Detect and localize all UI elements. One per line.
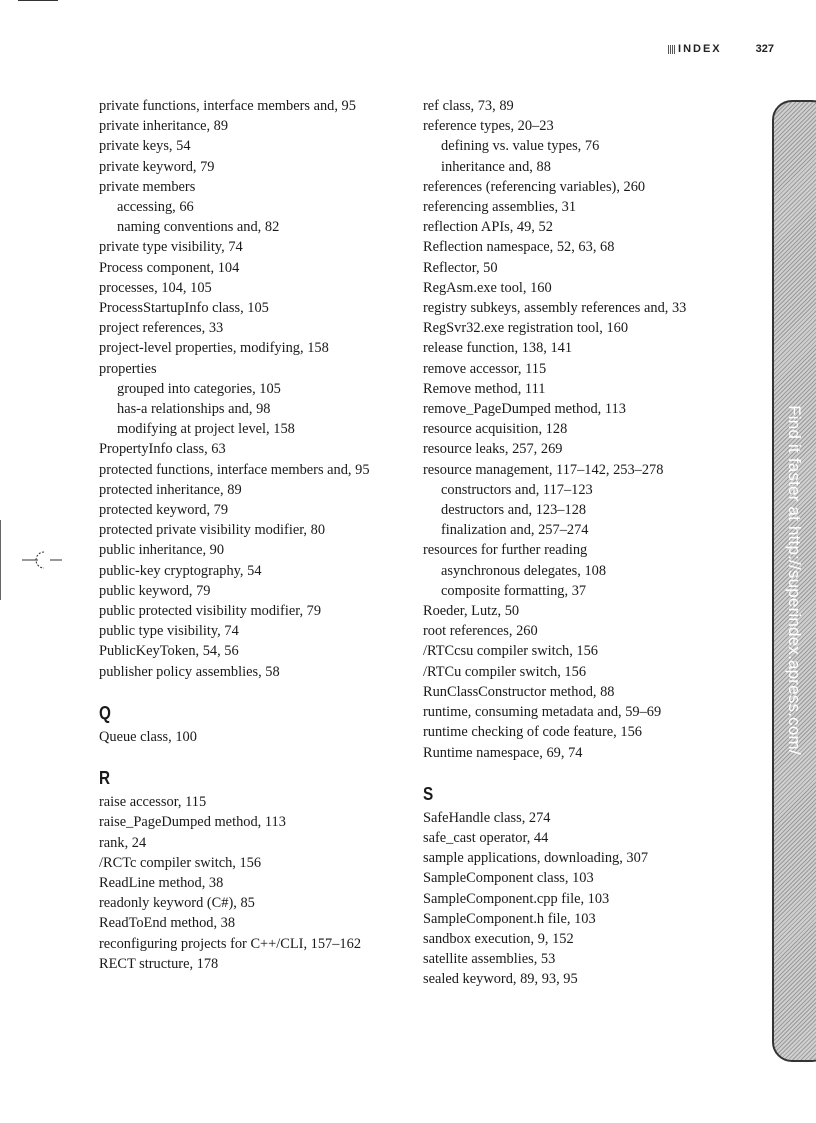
index-entry: protected functions, interface members and, 95 (99, 461, 370, 478)
index-entry: SampleComponent.cpp file, 103 (423, 890, 610, 907)
index-entry: private functions, interface members and, 95 (99, 98, 356, 114)
index-entry: /RTCu compiler switch, 156 (423, 663, 587, 680)
hatch-ornament-icon (668, 45, 676, 54)
section-label: INDEX (678, 43, 722, 55)
index-entry: ProcessStartupInfo class, 105 (99, 300, 269, 317)
index-entry: registry subkeys, assembly references and, 33 (423, 300, 687, 317)
index-entry: public protected visibility modifier, 79 (99, 603, 322, 620)
index-entry: resource acquisition, 128 (423, 421, 568, 438)
index-entry: resource leaks, 257, 269 (423, 441, 563, 458)
index-entry: reflection APIs, 49, 52 (423, 219, 553, 236)
index-entry: raise_PageDumped method, 113 (99, 814, 286, 831)
page-number: 327 (755, 43, 774, 55)
index-entry: PropertyInfo class, 63 (99, 441, 226, 458)
index-entry: sample applications, downloading, 307 (423, 850, 649, 867)
index-entry: protected private visibility modifier, 80 (99, 522, 326, 539)
index-entry: ReadToEnd method, 38 (99, 915, 236, 932)
index-entry: RegAsm.exe tool, 160 (423, 279, 552, 296)
running-header (668, 43, 774, 55)
index-entry: /RTCcsu compiler switch, 156 (423, 643, 598, 660)
index-entry: RunClassConstructor method, 88 (423, 683, 615, 700)
index-entry: ReadLine method, 38 (99, 874, 224, 891)
thumb-tab-text: Find it faster at http://superindex.apress.com/ (785, 405, 804, 755)
index-entry: SampleComponent class, 103 (423, 870, 594, 887)
crop-mark-top (18, 0, 58, 1)
index-entry: sealed keyword, 89, 93, 95 (423, 971, 578, 988)
index-subentry: modifying at project level, 158 (117, 421, 295, 438)
index-entry: raise accessor, 115 (99, 794, 207, 811)
index-entry: SampleComponent.h file, 103 (423, 910, 596, 927)
index-entry: private members (99, 178, 196, 195)
index-entry: reference types, 20–23 (423, 118, 554, 135)
index-subentry: accessing, 66 (117, 199, 194, 216)
index-entry: Reflector, 50 (423, 259, 498, 276)
index-entry: ref class, 73, 89 (423, 98, 514, 114)
index-entry: runtime, consuming metadata and, 59–69 (423, 704, 662, 721)
index-entry: /RCTc compiler switch, 156 (99, 854, 262, 871)
index-subentry: grouped into categories, 105 (117, 380, 281, 397)
index-entry: sandbox execution, 9, 152 (423, 930, 574, 947)
index-entry: referencing assemblies, 31 (423, 199, 577, 216)
index-entry: readonly keyword (C#), 85 (99, 895, 255, 912)
index-entry: project references, 33 (99, 320, 224, 337)
index-entry: reconfiguring projects for C++/CLI, 157–162 (99, 935, 362, 952)
index-entry: SafeHandle class, 274 (423, 809, 551, 826)
index-entry: private keys, 54 (99, 138, 191, 155)
index-entry: public-key cryptography, 54 (99, 562, 262, 579)
index-entry: properties (99, 360, 157, 377)
index-subentry: defining vs. value types, 76 (441, 138, 600, 155)
letter-heading: R (99, 768, 111, 789)
index-entry: Runtime namespace, 69, 74 (423, 744, 583, 761)
index-entry: private inheritance, 89 (99, 118, 229, 135)
index-entry: public keyword, 79 (99, 582, 211, 599)
letter-heading: S (423, 783, 434, 804)
index-entry: remove_PageDumped method, 113 (423, 401, 626, 418)
index-entry: protected inheritance, 89 (99, 481, 242, 498)
index-entry: RegSvr32.exe registration tool, 160 (423, 320, 629, 337)
index-entry: private type visibility, 74 (99, 239, 243, 256)
index-entry: publisher policy assemblies, 58 (99, 663, 280, 680)
index-entry: Roeder, Lutz, 50 (423, 603, 520, 620)
index-entry: Reflection namespace, 52, 63, 68 (423, 239, 615, 256)
index-subentry: finalization and, 257–274 (441, 522, 589, 539)
index-subentry: naming conventions and, 82 (117, 219, 280, 236)
index-subentry: destructors and, 123–128 (441, 502, 587, 519)
index-entry: satellite assemblies, 53 (423, 951, 556, 968)
index-column-right (423, 96, 743, 990)
index-entry: references (referencing variables), 260 (423, 178, 646, 195)
index-entry: private keyword, 79 (99, 158, 215, 175)
index-subentry: composite formatting, 37 (441, 582, 587, 599)
index-entry: RECT structure, 178 (99, 955, 219, 972)
index-subentry: asynchronous delegates, 108 (441, 562, 607, 579)
index-entry: resources for further reading (423, 542, 588, 559)
index-entry: project-level properties, modifying, 158 (99, 340, 329, 357)
index-entry: Queue class, 100 (99, 728, 197, 745)
index-entry: public type visibility, 74 (99, 623, 239, 640)
index-entry: Remove method, 111 (423, 380, 546, 397)
index-entry: release function, 138, 141 (423, 340, 573, 357)
index-entry: processes, 104, 105 (99, 279, 212, 296)
index-subentry: has-a relationships and, 98 (117, 401, 271, 418)
registration-mark-icon (0, 520, 70, 600)
index-entry: safe_cast operator, 44 (423, 829, 549, 846)
index-subentry: constructors and, 117–123 (441, 481, 593, 498)
index-entry: PublicKeyToken, 54, 56 (99, 643, 239, 660)
index-entry: protected keyword, 79 (99, 502, 229, 519)
letter-heading: Q (99, 702, 111, 723)
index-entry: remove accessor, 115 (423, 360, 547, 377)
index-entry: resource management, 117–142, 253–278 (423, 461, 664, 478)
index-subentry: inheritance and, 88 (441, 158, 551, 175)
index-entry: root references, 260 (423, 623, 538, 640)
index-entry: Process component, 104 (99, 259, 240, 276)
index-column-left (99, 96, 399, 974)
index-entry: rank, 24 (99, 834, 147, 851)
index-entry: runtime checking of code feature, 156 (423, 724, 642, 741)
index-entry: public inheritance, 90 (99, 542, 225, 559)
